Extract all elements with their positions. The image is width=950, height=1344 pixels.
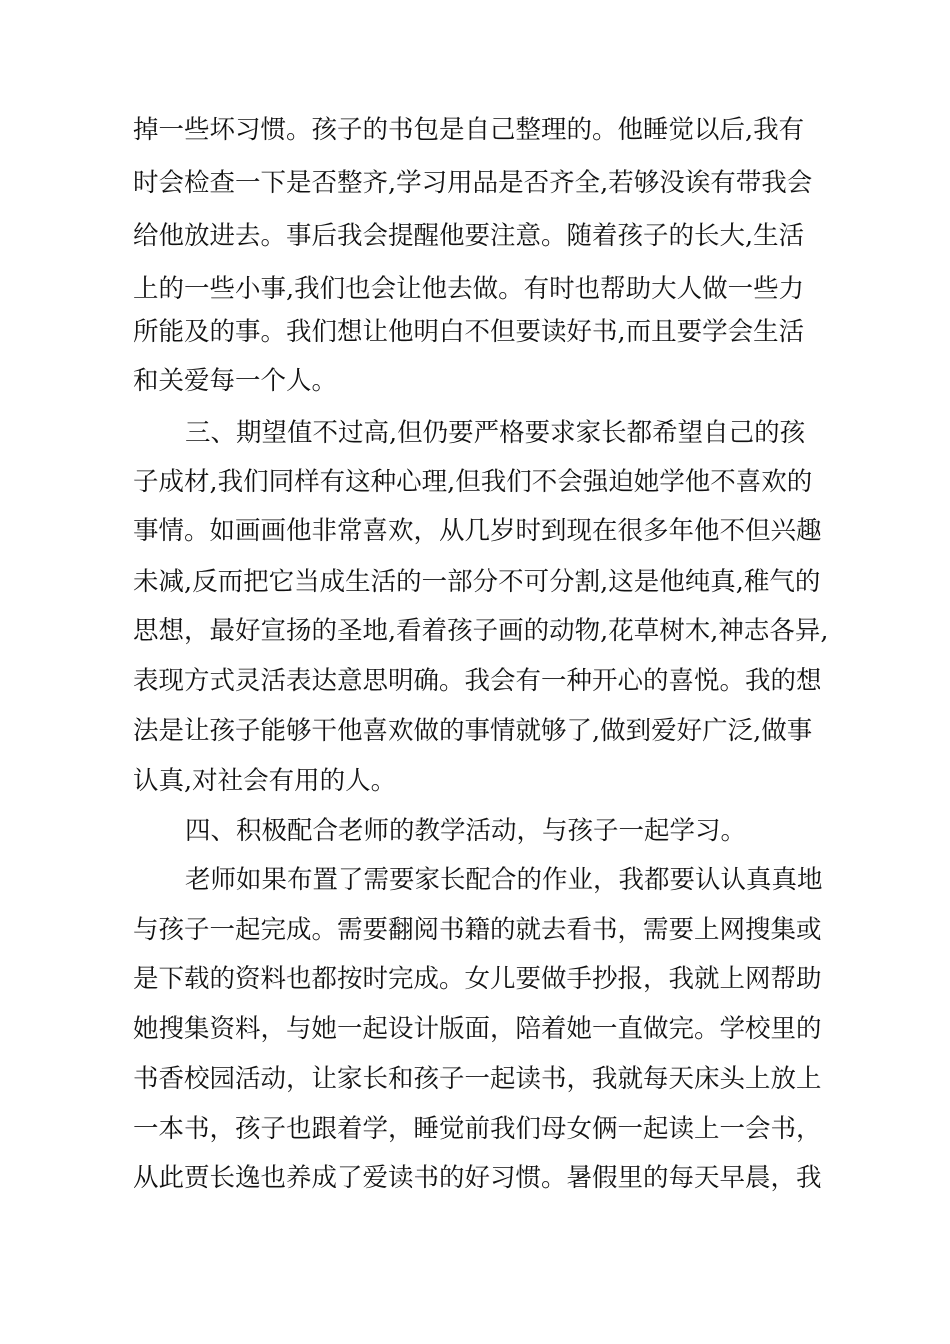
text-line: 事情。如画画他非常喜欢，从几岁时到现在很多年他不但兴趣 (133, 516, 822, 546)
text-line: 思想，最好宣扬的圣地,看着孩子画的动物,花草树木,神志各异, (133, 616, 829, 646)
text-line: 子成材,我们同样有这种心理,但我们不会强迫她学他不喜欢的 (133, 467, 813, 497)
text-line: 与孩子一起完成。需要翻阅书籍的就去看书，需要上网搜集或 (133, 915, 822, 945)
text-line: 从此贾长逸也养成了爱读书的好习惯。暑假里的每天早晨，我 (133, 1163, 822, 1193)
text-line: 和关爱每一个人。 (133, 366, 338, 396)
text-line: 她搜集资料，与她一起设计版面，陪着她一直做完。学校里的 (133, 1014, 822, 1044)
text-line: 未减,反而把它当成生活的一部分不可分割,这是他纯真,稚气的 (133, 567, 821, 597)
text-line: 老师如果布置了需要家长配合的作业，我都要认认真真地 (185, 865, 823, 895)
text-line: 认真,对社会有用的人。 (133, 766, 397, 796)
text-line: 法是让孩子能够干他喜欢做的事情就够了,做到爱好广泛,做事 (133, 716, 813, 746)
text-line: 是下载的资料也都按时完成。女儿要做手抄报，我就上网帮助 (133, 964, 822, 994)
paragraph-heading: 四、积极配合老师的教学活动，与孩子一起学习。 (185, 816, 747, 846)
text-line: 掉一些坏习惯。孩子的书包是自己整理的。他睡觉以后,我有 (133, 115, 805, 145)
text-line: 上的一些小事,我们也会让他去做。有时也帮助大人做一些力 (133, 274, 805, 304)
paragraph-heading: 三、期望值不过高,但仍要严格要求家长都希望自己的孩 (185, 418, 806, 448)
text-line: 一本书，孩子也跟着学，睡觉前我们母女俩一起读上一会书， (133, 1114, 822, 1144)
text-line: 给他放进去。事后我会提醒他要注意。随着孩子的长大,生活 (133, 221, 805, 251)
text-line: 所能及的事。我们想让他明白不但要读好书,而且要学会生活 (133, 317, 805, 347)
text-line: 表现方式灵活表达意思明确。我会有一种开心的喜悦。我的想 (133, 666, 822, 696)
text-line: 书香校园活动，让家长和孩子一起读书，我就每天床头上放上 (133, 1064, 822, 1094)
text-line: 时会检查一下是否整齐,学习用品是否齐全,若够没诶有带我会 (133, 168, 813, 198)
